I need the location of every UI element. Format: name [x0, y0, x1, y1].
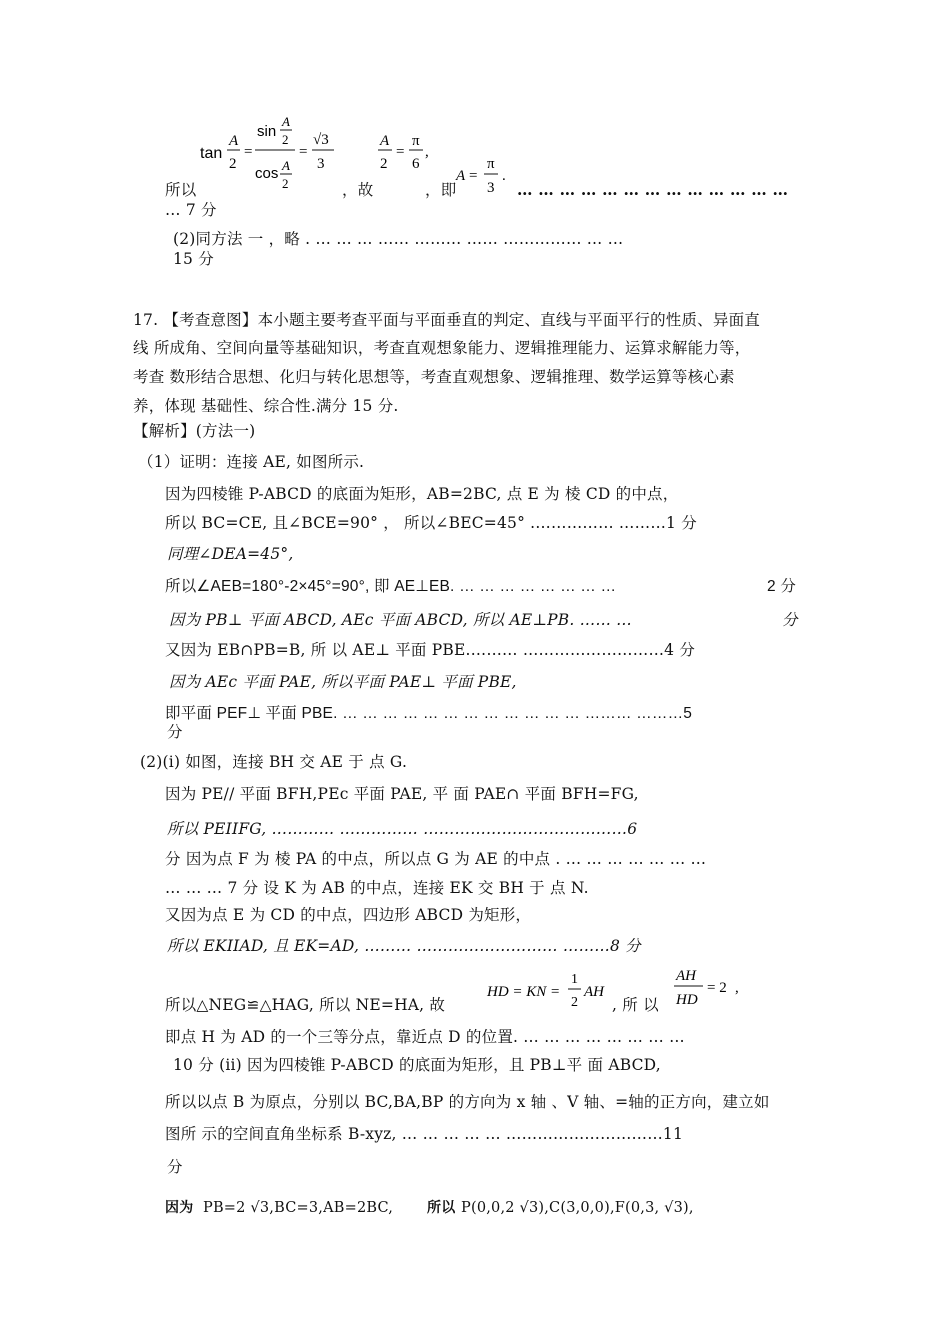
text-line: 所以 [427, 1200, 456, 1216]
text-line: 所以△NEG≌△HAG, 所以 NE=HA, 故 [165, 996, 446, 1014]
text-line: 所以 PEIIFG, ………… …………… …………………………………6 [167, 820, 638, 838]
text-line: 因为 PE// 平面 BFH,PEc 平面 PAE, 平 面 PAE∩ 平面 BFH=FG, [165, 785, 639, 803]
num: 1 [571, 972, 578, 987]
lhs-num: A [229, 133, 239, 149]
formula-ah-hd [673, 962, 753, 1012]
num: AH [676, 968, 696, 984]
text-line: , 所 以 [612, 996, 659, 1014]
text-line: … 7 分 [165, 201, 217, 219]
tail: AH [584, 984, 604, 1000]
text-line: 分 [782, 611, 798, 629]
text-line: 【解析】(方法一) [133, 422, 256, 440]
rhs-den: 6 [412, 156, 420, 172]
text-line: 即点 H 为 AD 的一个三等分点，靠近点 D 的位置. … … … … … … … … [165, 1028, 685, 1046]
text-line: (2)同方法 一 ，略 . … … … …… ……… …… …………… … … [173, 230, 624, 248]
rhs: = 2 [707, 980, 727, 996]
eq-sign: = [396, 144, 405, 160]
cos-half-den: 2 [282, 176, 289, 191]
text-line: 所以 [165, 181, 197, 199]
text-line: 又因为 EB∩PB=B, 所 以 AE⊥ 平面 PBE.……… ………………………4 分 [165, 641, 696, 659]
text-line: 分 因为点 F 为 棱 PA 的中点，所以点 G 为 AE 的中点 . … … … … … … … [165, 850, 707, 868]
text-line: 因为 PB⊥ 平面 ABCD, AEc 平面 ABCD, 所以 AE⊥PB. …… … [169, 611, 632, 629]
text-line: 考查 数形结合思想、化归与转化思想等，考查直观想象、逻辑推理、数学运算等核心素 [133, 368, 735, 386]
den: 2 [380, 156, 388, 172]
var: A [456, 168, 466, 184]
period: . [502, 168, 506, 184]
cos-label: cos [255, 165, 279, 182]
text-line: 10 分 (ii) 因为四棱锥 P-ABCD 的底面为矩形，且 PB⊥平 面 ABCD, [173, 1056, 661, 1074]
den: HD [676, 992, 698, 1008]
formula-angle-a [454, 150, 514, 200]
rhs-num: π [487, 156, 495, 172]
text-line: 图所 示的空间直角坐标系 B-xyz, … … … … … …………………………11 [165, 1125, 684, 1143]
text-line: 17. 【考查意图】本小题主要考查平面与平面垂直的判定、直线与平面平行的性质、异面直 [133, 311, 760, 329]
eq-sign: = [244, 144, 253, 160]
tan-label: tan [200, 145, 223, 162]
comma: , [735, 980, 739, 996]
text-line: P(0,0,2 √3),C(3,0,0),F(0,3, √3), [461, 1200, 694, 1216]
text-line: 养，体现 基础性、综合性.满分 15 分. [133, 397, 399, 415]
text-line: 线 所成角、空间向量等基础知识，考查直观想象能力、逻辑推理能力、运算求解能力等， [133, 339, 751, 357]
text-line: 分 [167, 1158, 183, 1176]
rhs-num: π [412, 133, 420, 149]
rhs-den: 3 [487, 180, 495, 196]
text-line: 即平面 PEF⊥ 平面 PBE. … … … … … … … … … … … … ……… ………5 [165, 705, 693, 722]
text-line: 15 分 [173, 250, 214, 268]
text-line: 所以 EKIIAD, 且 EK=AD, ……… ……………………… ………8 分 [167, 937, 641, 955]
result-den: 3 [317, 156, 325, 172]
text-line: … … … … … … … … … … … … … [517, 180, 789, 199]
lhs: HD = KN = [487, 984, 561, 1000]
text-line: 又因为点 E 为 CD 的中点，四边形 ABCD 为矩形， [165, 906, 532, 924]
num: A [380, 133, 390, 149]
text-line: (2)(i) 如图，连接 BH 交 AE 于 点 G. [140, 753, 408, 771]
text-line: 所以 BC=CE, 且∠BCE=90° ， 所以∠BEC=45° .…………… ………1 分 [165, 514, 697, 532]
eq-sign: = [299, 144, 308, 160]
text-line: ，即 [425, 181, 457, 199]
text-line: 分 [167, 723, 183, 741]
formula-tan-half-angle [196, 112, 346, 196]
sin-half-num: A [282, 114, 290, 129]
den: 2 [571, 995, 578, 1010]
comma: , [425, 144, 429, 160]
formula-half-angle-value [374, 128, 444, 178]
result-num: √3 [313, 132, 329, 148]
text-line: 2 分 [767, 578, 797, 595]
sin-label: sin [257, 123, 277, 140]
text-line: ，故 [342, 181, 374, 199]
formula-hd-kn [485, 966, 615, 1016]
eq-sign: = [469, 168, 478, 184]
text-line: 因为 AEc 平面 PAE, 所以平面 PAE⊥ 平面 PBE, [169, 673, 517, 691]
cos-half-num: A [282, 158, 290, 173]
sin-half-den: 2 [282, 132, 289, 147]
text-line: 所以∠AEB=180°-2×45°=90°, 即 AE⊥EB. … … … … … … … … [165, 578, 617, 595]
text-line: 因为 [165, 1200, 194, 1216]
text-line: （1）证明：连接 AE, 如图所示. [138, 453, 365, 471]
text-line: … … … 7 分 设 K 为 AB 的中点，连接 EK 交 BH 于 点 N. [165, 879, 589, 897]
text-line: 因为四棱锥 P-ABCD 的底面为矩形，AB=2BC, 点 E 为 棱 CD 的中点， [165, 485, 679, 503]
lhs-den: 2 [229, 156, 237, 172]
text-line: PB=2 √3,BC=3,AB=2BC, [203, 1200, 394, 1216]
text-line: 所以以点 B 为原点，分别以 BC,BA,BP 的方向为 x 轴 、V 轴、=轴的正方向，建立如 [165, 1093, 770, 1111]
text-line: 同理∠DEA=45°, [167, 545, 294, 563]
